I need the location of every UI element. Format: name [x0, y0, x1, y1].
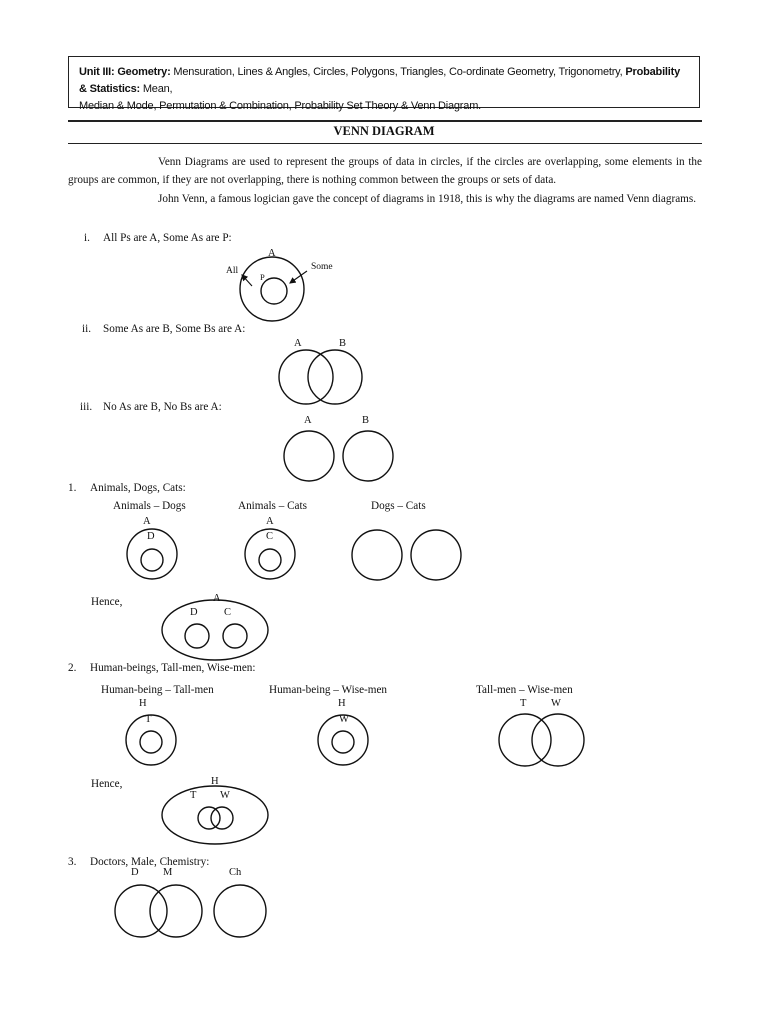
example-2-hence-label-t: T: [190, 790, 197, 801]
example-1-sub-2-inner: [259, 549, 281, 571]
example-1-hence-label-d: D: [190, 607, 198, 618]
example-1-sub-3-circle-cats: [411, 530, 461, 580]
case-ii-diagram: [279, 350, 362, 404]
title-bottom-rule: [68, 143, 702, 144]
unit-label: Unit III: Geometry:: [79, 66, 171, 78]
example-2-text: Human-beings, Tall-men, Wise-men:: [90, 662, 256, 674]
example-1-sub-2-title: Animals – Cats: [238, 500, 307, 512]
case-i-text: All Ps are A, Some As are P:: [103, 232, 232, 244]
example-1-hence-circle-d: [185, 624, 209, 648]
example-1-sub-1-title: Animals – Dogs: [113, 500, 186, 512]
example-3-label-ch: Ch: [229, 867, 242, 878]
case-i-label-all: All: [226, 266, 239, 276]
case-iii-circle-a: [284, 431, 334, 481]
intro-paragraph-1: Venn Diagrams are used to represent the groups of data in circles, if the circles are overlapping, some elements in the groups are common, if they are not overlapping, there is nothing common between the groups or sets of data.: [68, 156, 702, 186]
prob-label: Probability & Statistics:: [79, 66, 681, 95]
example-3-label-m: M: [163, 867, 173, 878]
example-2-sub-1-label-t: T: [145, 714, 152, 725]
example-1-hence-label-a: A: [213, 593, 221, 604]
prob-topics-2: Median & Mode, Permutation & Combination, Probability Set Theory & Venn Diagram.: [79, 100, 482, 112]
example-1-sub-2-label-a: A: [266, 516, 274, 527]
example-3-circle-chemistry: [214, 885, 266, 937]
case-iii-circle-b: [343, 431, 393, 481]
example-1-sub-1-inner: [141, 549, 163, 571]
case-ii-number: ii.: [82, 323, 92, 335]
case-ii-label-b: B: [339, 338, 347, 349]
example-1-hence-circle-c: [223, 624, 247, 648]
example-2-diagrams: [126, 714, 584, 844]
case-i-label-a: A: [268, 248, 276, 259]
case-i-some-arrow: [290, 271, 307, 283]
case-ii-circle-a: [279, 350, 333, 404]
example-1-text: Animals, Dogs, Cats:: [90, 482, 186, 494]
example-1-sub-3-title: Dogs – Cats: [371, 500, 426, 512]
case-iii-label-b: B: [362, 415, 370, 426]
example-2-sub-3-title: Tall-men – Wise-men: [476, 684, 573, 696]
page-title: VENN DIAGRAM: [333, 124, 435, 138]
example-2-sub-3-label-t: T: [520, 698, 527, 709]
intro-paragraph-2: John Venn, a famous logician gave the concept of diagrams in 1918, this is why the diagrams are named Venn diagrams.: [158, 193, 697, 205]
case-i-label-some: Some: [311, 262, 333, 272]
example-2-sub-2-title: Human-being – Wise-men: [269, 684, 388, 696]
case-ii-text: Some As are B, Some Bs are A:: [103, 323, 246, 335]
example-1-sub-1-label-a: A: [143, 516, 151, 527]
example-1-hence-ellipse: [162, 600, 268, 660]
example-1-diagrams: [127, 529, 461, 660]
case-i-label-p: P: [260, 272, 265, 282]
case-i-diagram: [240, 257, 307, 321]
example-2-sub-2-inner: [332, 731, 354, 753]
case-iii-text: No As are B, No Bs are A:: [103, 401, 222, 413]
example-2-hence-circle-w: [211, 807, 233, 829]
example-2-hence-label-w: W: [220, 790, 230, 801]
case-i-number: i.: [84, 232, 90, 244]
case-i-all-arrow: [242, 275, 252, 286]
example-2-hence-label-h: H: [211, 776, 219, 787]
example-1-hence-label-c: C: [224, 607, 232, 618]
unit-header-box: [68, 56, 700, 112]
example-3-circle-male: [150, 885, 202, 937]
example-3-circle-doctors: [115, 885, 167, 937]
example-1-sub-1-label-d: D: [147, 531, 155, 542]
example-1-number: 1.: [68, 482, 77, 494]
example-1-sub-2-label-c: C: [266, 531, 274, 542]
case-iii-diagram: [284, 431, 393, 481]
example-2-sub-1-inner: [140, 731, 162, 753]
example-2-hence-ellipse: [162, 786, 268, 844]
example-1-hence: Hence,: [91, 596, 123, 608]
example-3-text: Doctors, Male, Chemistry:: [90, 856, 210, 868]
case-i-outer-circle: [240, 257, 304, 321]
example-3-number: 3.: [68, 856, 77, 868]
example-2-hence-circle-t: [198, 807, 220, 829]
example-3-diagram: [115, 885, 266, 937]
example-2-hence: Hence,: [91, 778, 123, 790]
example-2-sub-1-title: Human-being – Tall-men: [101, 684, 214, 696]
prob-topics-1: Mean,: [139, 83, 173, 95]
example-2-sub-3-circle-t: [499, 714, 551, 766]
example-3-label-d: D: [131, 867, 139, 878]
example-2-number: 2.: [68, 662, 77, 674]
case-iii-number: iii.: [80, 401, 93, 413]
example-2-sub-1-label-h: H: [139, 698, 147, 709]
example-2-sub-3-label-w: W: [551, 698, 561, 709]
example-2-sub-2-label-w: W: [339, 714, 349, 725]
example-1-sub-3-circle-dogs: [352, 530, 402, 580]
title-top-rule: [68, 120, 702, 122]
case-iii-label-a: A: [304, 415, 312, 426]
case-ii-label-a: A: [294, 338, 302, 349]
example-2-sub-2-label-h: H: [338, 698, 346, 709]
example-2-sub-3-circle-w: [532, 714, 584, 766]
case-ii-circle-b: [308, 350, 362, 404]
unit-topics: Mensuration, Lines & Angles, Circles, Polygons, Triangles, Co-ordinate Geometry, Trigonometry,: [170, 66, 626, 78]
